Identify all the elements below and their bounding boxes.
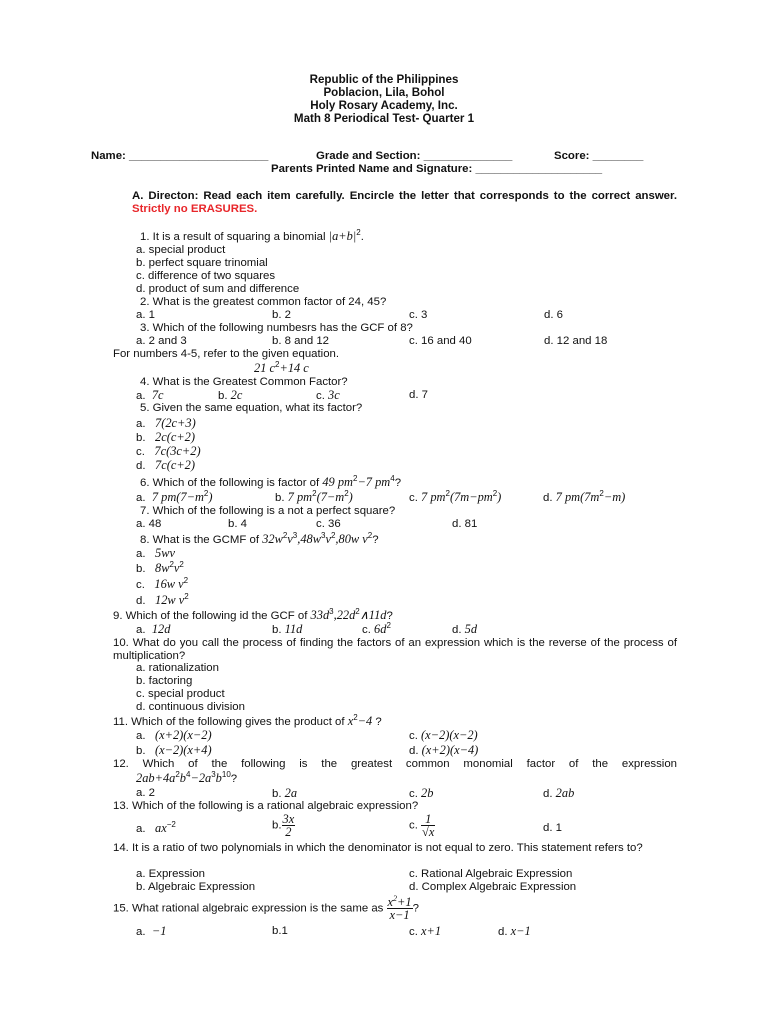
q6-m2: −7 pm <box>357 475 391 489</box>
q2-option-d[interactable]: d. 6 <box>544 309 563 321</box>
q13-c-letter: c. <box>409 819 418 832</box>
q7-option-c[interactable]: c. 36 <box>316 518 341 530</box>
q6-d-s: 2 <box>599 489 604 499</box>
q12-b-letter: b. <box>272 788 282 800</box>
directions-warning: Strictly no ERASURES. <box>132 203 258 215</box>
q12-s4: 10 <box>221 770 231 780</box>
q6-b-m2: (7−m <box>316 490 345 504</box>
q6-b-s1: 2 <box>312 489 317 499</box>
q13-option-c[interactable] <box>409 813 435 838</box>
q8-d-letter: d. <box>136 595 146 607</box>
q6-m1: 49 pm <box>322 475 353 489</box>
q6-d-m2: −m) <box>603 490 626 504</box>
q8-m1: 32w <box>262 532 283 546</box>
school-address: Poblacion, Lila, Bohol <box>323 86 445 99</box>
q6-c-m1: 7 pm <box>421 490 446 504</box>
question-3: 3. Which of the following numbesrs has the GCF of 8? <box>140 322 413 334</box>
q9-d-math: 5d <box>464 622 478 636</box>
q9-s2: 2 <box>355 607 360 617</box>
q10-option-b[interactable]: b. factoring <box>136 675 193 687</box>
q13-c-denominator: √x <box>422 825 435 839</box>
q11-option-a[interactable] <box>136 729 212 743</box>
q10-option-d[interactable]: d. continuous division <box>136 701 245 713</box>
q8-option-b[interactable] <box>136 562 184 576</box>
q3-option-a[interactable]: a. 2 and 3 <box>136 335 187 347</box>
q12-d-letter: d. <box>543 788 553 800</box>
q8-end: ? <box>372 534 379 546</box>
test-title: Math 8 Periodical Test- Quarter 1 <box>293 112 475 125</box>
q12-d-math: 2ab <box>555 786 575 800</box>
q8-b-letter: b. <box>136 563 146 575</box>
school-republic: Republic of the Philippines <box>309 73 459 86</box>
question-11-stem: 11. Which of the following gives the product of <box>113 716 345 728</box>
question-4: 4. What is the Greatest Common Factor? <box>140 376 348 388</box>
q12-m1: 2ab+4a <box>136 771 176 785</box>
q6-b-s2: 2 <box>344 489 349 499</box>
q6-c-m3: ) <box>497 490 502 504</box>
q5-option-d[interactable] <box>136 459 195 473</box>
ref-eq-part1: 21 c <box>254 361 275 375</box>
q15-fraction <box>387 893 413 922</box>
q14-option-b[interactable]: b. Algebraic Expression <box>136 881 256 893</box>
q6-s1: 2 <box>352 474 358 484</box>
q4-c-letter: c. <box>316 390 325 402</box>
q1-sup: 2 <box>356 228 361 238</box>
q12-option-a[interactable]: a. 2 <box>136 787 155 799</box>
q6-b-m3: ) <box>348 490 353 504</box>
q11-d-letter: d. <box>409 745 419 757</box>
q3-option-d[interactable]: d. 12 and 18 <box>544 335 608 347</box>
q9-option-a[interactable] <box>136 623 170 637</box>
q9-a-letter: a. <box>136 624 146 636</box>
q15-option-d[interactable] <box>498 925 531 939</box>
q9-c-s: 2 <box>386 621 391 631</box>
q8-c-math: 16w v <box>154 577 184 591</box>
q15-denominator: x−1 <box>389 908 410 922</box>
q2-option-b[interactable]: b. 2 <box>272 309 291 321</box>
name-field: Name: ______________________ <box>91 150 269 162</box>
q8-d-s: 2 <box>184 592 189 602</box>
q11-a-letter: a. <box>136 730 146 742</box>
q8-s4: 2 <box>330 531 336 541</box>
q6-end: ? <box>394 477 402 489</box>
directions-text: A. Directon: Read each item carefully. Encircle the letter that corresponds to the correct answer. <box>132 190 677 202</box>
q6-option-d[interactable] <box>543 491 625 505</box>
q8-option-d[interactable] <box>136 594 189 608</box>
q15-c-math: x+1 <box>421 924 442 938</box>
question-15-stem: 15. What rational algebraic expression is the same as <box>113 902 384 915</box>
q3-option-b[interactable]: b. 8 and 12 <box>272 335 330 347</box>
q8-m2: v <box>287 532 293 546</box>
q6-d-letter: d. <box>543 492 553 504</box>
q8-b-m1: 8w <box>155 561 170 575</box>
q10-option-a[interactable]: a. rationalization <box>136 662 219 674</box>
q6-c-m2: (7m−pm <box>449 490 493 504</box>
question-5: 5. Given the same equation, what its factor? <box>140 402 363 414</box>
q4-option-d[interactable]: d. 7 <box>409 389 428 401</box>
q12-end: ? <box>230 773 238 785</box>
q5-a-math: 7(2c+3) <box>155 416 196 430</box>
q12-c-letter: c. <box>409 788 418 800</box>
q15-end: ? <box>412 902 419 915</box>
q4-option-c[interactable] <box>316 389 340 403</box>
directions <box>132 190 677 216</box>
question-7: 7. Which of the following is a not a perfect square? <box>140 505 396 517</box>
q3-option-c[interactable]: c. 16 and 40 <box>409 335 472 347</box>
q11-end: ? <box>375 716 382 728</box>
q9-b-letter: b. <box>272 624 282 636</box>
q15-c-letter: c. <box>409 926 418 938</box>
question-11 <box>113 715 382 729</box>
q8-a-math: 5wv <box>155 546 175 560</box>
q12-option-d[interactable] <box>543 787 574 801</box>
q11-option-b[interactable] <box>136 744 212 758</box>
q12-m3: −2a <box>190 771 212 785</box>
q7-option-b[interactable]: b. 4 <box>228 518 247 530</box>
q15-d-math: x−1 <box>510 924 531 938</box>
q9-d-letter: d. <box>452 624 462 636</box>
q8-d-math: 12w v <box>155 593 185 607</box>
q6-b-m1: 7 pm <box>287 490 313 504</box>
q4-option-b[interactable] <box>218 389 242 403</box>
question-6 <box>140 476 401 490</box>
q5-option-a[interactable] <box>136 417 196 431</box>
q13-a-math: ax <box>155 821 167 835</box>
q13-a-letter: a. <box>136 823 146 835</box>
q5-a-letter: a. <box>136 418 146 430</box>
q5-b-letter: b. <box>136 432 146 444</box>
q13-option-d[interactable]: d. 1 <box>543 822 562 834</box>
q6-option-c[interactable] <box>409 491 501 505</box>
q14-option-d[interactable]: d. Complex Algebraic Expression <box>409 881 577 893</box>
q5-b-math: 2c(c+2) <box>155 430 196 444</box>
q12-c-math: 2b <box>421 786 434 800</box>
q9-option-d[interactable] <box>452 623 477 637</box>
q6-option-b[interactable] <box>275 491 353 505</box>
q8-c-s: 2 <box>183 576 189 586</box>
q12-option-c[interactable] <box>409 787 433 801</box>
q6-b-letter: b. <box>275 492 285 504</box>
q4-b-letter: b. <box>218 390 228 402</box>
q15-num1: x <box>387 895 394 909</box>
q15-a-letter: a. <box>136 926 146 938</box>
q12-m2: b <box>179 771 186 785</box>
q12-s3: 3 <box>211 770 216 780</box>
reference-note: For numbers 4-5, refer to the given equation. <box>113 348 340 360</box>
q15-d-letter: d. <box>498 926 508 938</box>
q9-m2: ,22d <box>333 608 356 622</box>
q11-option-d[interactable] <box>409 744 478 758</box>
q5-option-c[interactable] <box>136 445 201 459</box>
q8-s5: 2 <box>367 531 373 541</box>
q8-m5: ,80w v <box>335 532 368 546</box>
question-1-stem: 1. It is a result of squaring a binomial <box>140 231 326 243</box>
q6-a-m2: ) <box>208 490 213 504</box>
q11-b-letter: b. <box>136 745 146 757</box>
question-9 <box>113 609 393 623</box>
q5-c-letter: c. <box>136 446 145 458</box>
q6-a-m1: 7 pm(7−m <box>151 490 204 504</box>
q15-num2: +1 <box>397 895 412 909</box>
q13-c-numerator: 1 <box>421 813 435 826</box>
q6-a-letter: a. <box>136 492 146 504</box>
q11-m1: x <box>347 714 354 728</box>
q15-option-b[interactable]: b.1 <box>272 925 288 937</box>
q4-b-math: 2c <box>230 388 243 402</box>
question-1-math: |a+b| <box>328 229 357 243</box>
q13-b-numerator: 3x <box>282 812 295 826</box>
q7-option-a[interactable]: a. 48 <box>136 518 162 530</box>
question-1 <box>140 230 364 244</box>
grade-section-field: Grade and Section: ______________ <box>316 150 513 162</box>
q1-option-c[interactable]: c. difference of two squares <box>136 270 276 282</box>
question-9-stem: 9. Which of the following id the GCF of <box>113 610 308 622</box>
q13-b-fraction <box>282 813 296 838</box>
q5-c-math: 7c(3c+2) <box>154 444 201 458</box>
q6-c-s1: 2 <box>445 489 450 499</box>
q8-s2: 3 <box>292 531 298 541</box>
score-field: Score: ________ <box>554 150 644 162</box>
question-2: 2. What is the greatest common factor of 24, 45? <box>140 296 387 308</box>
parents-signature-field: Parents Printed Name and Signature: ____________________ <box>271 163 603 175</box>
q1-option-b[interactable]: b. perfect square trinomial <box>136 257 268 269</box>
q12-option-b[interactable] <box>272 787 297 801</box>
q6-c-letter: c. <box>409 492 418 504</box>
question-12-expression <box>136 772 237 786</box>
q11-c-math: (x−2)(x−2) <box>421 728 478 742</box>
q5-d-math: 7c(c+2) <box>155 458 196 472</box>
q1-option-a[interactable]: a. special product <box>136 244 226 256</box>
q2-option-c[interactable]: c. 3 <box>409 309 428 321</box>
q11-b-math: (x−2)(x+4) <box>155 743 212 757</box>
q14-option-a[interactable]: a. Expression <box>136 868 206 880</box>
q12-s1: 2 <box>175 770 180 780</box>
q5-option-b[interactable] <box>136 431 195 445</box>
q15-a-math: −1 <box>151 924 167 938</box>
question-10: 10. What do you call the process of finding the factors of an expression which is the reverse of the process of multiplication? <box>113 637 677 662</box>
q11-s1: 2 <box>353 713 358 723</box>
q12-m4: b <box>215 771 222 785</box>
q15-num-sup: 2 <box>393 893 398 903</box>
q9-a-math: 12d <box>151 622 171 636</box>
question-8-stem: 8. What is the GCMF of <box>140 534 260 546</box>
q6-d-m1: 7 pm(7m <box>555 490 600 504</box>
q4-c-math: 3c <box>328 388 340 402</box>
q8-s1: 2 <box>282 531 288 541</box>
q9-c-math: 6d <box>374 622 387 636</box>
q6-option-a[interactable] <box>136 491 213 505</box>
reference-equation <box>254 362 309 376</box>
question-8 <box>140 533 379 547</box>
q9-m3: ∧11d <box>359 608 387 622</box>
question-12: 12. Which of the following is the greatest common monomial factor of the expression <box>113 758 677 770</box>
question-6-stem: 6. Which of the following is factor of <box>140 477 320 489</box>
q13-a-s: −2 <box>166 820 176 830</box>
q10-option-c[interactable]: c. special product <box>136 688 225 700</box>
q6-s2: 4 <box>390 474 395 484</box>
q11-a-math: (x+2)(x−2) <box>155 728 212 742</box>
ref-eq-sup: 2 <box>275 360 280 370</box>
q4-option-a[interactable] <box>136 389 164 403</box>
q1-end: . <box>360 231 364 243</box>
q8-b-s1: 2 <box>169 560 174 570</box>
q12-b-math: 2a <box>284 786 298 800</box>
q9-c-letter: c. <box>362 624 371 636</box>
q2-option-a[interactable]: a. 1 <box>136 309 155 321</box>
ref-eq-part2: +14 c <box>279 361 309 375</box>
q11-d-math: (x+2)(x−4) <box>421 743 479 757</box>
q13-b-denominator: 2 <box>285 825 292 839</box>
q4-a-math: 7c <box>151 388 164 402</box>
question-13: 13. Which of the following is a rational algebraic expression? <box>113 800 419 812</box>
q8-option-c[interactable] <box>136 578 188 592</box>
q8-a-letter: a. <box>136 548 146 560</box>
q9-m1: 33d <box>310 608 330 622</box>
q9-option-b[interactable] <box>272 623 302 637</box>
q5-d-letter: d. <box>136 460 146 472</box>
q8-m4: v <box>325 532 331 546</box>
q9-option-c[interactable] <box>362 623 391 637</box>
q9-end: ? <box>386 610 393 622</box>
q6-a-s: 2 <box>203 489 209 499</box>
question-14: 14. It is a ratio of two polynomials in which the denominator is not equal to zero. This statement refers to? <box>113 842 643 854</box>
q8-b-m2: v <box>173 561 180 575</box>
q6-c-s2: 2 <box>492 489 498 499</box>
q11-m2: −4 <box>357 714 373 728</box>
q1-option-d[interactable]: d. product of sum and difference <box>136 283 300 295</box>
q15-option-c[interactable] <box>409 925 441 939</box>
q8-c-letter: c. <box>136 579 145 591</box>
q13-c-fraction <box>421 813 435 838</box>
q9-b-math: 11d <box>284 622 303 636</box>
q13-option-b[interactable] <box>272 813 295 838</box>
q13-option-a[interactable] <box>136 822 176 836</box>
q11-option-c[interactable] <box>409 729 478 743</box>
q8-option-a[interactable] <box>136 547 175 561</box>
question-15 <box>113 893 419 922</box>
q8-b-s2: 2 <box>179 560 184 570</box>
q13-b-letter: b. <box>272 819 282 832</box>
q15-option-a[interactable] <box>136 925 166 939</box>
q9-s1: 3 <box>329 607 334 617</box>
q4-a-letter: a. <box>136 390 146 402</box>
q11-c-letter: c. <box>409 730 418 742</box>
q8-m3: ,48w <box>297 532 322 546</box>
q7-option-d[interactable]: d. 81 <box>452 518 478 530</box>
q12-s2: 4 <box>186 770 191 780</box>
q14-option-c[interactable]: c. Rational Algebraic Expression <box>409 868 573 880</box>
school-name: Holy Rosary Academy, Inc. <box>310 99 458 112</box>
q8-s3: 3 <box>321 531 326 541</box>
